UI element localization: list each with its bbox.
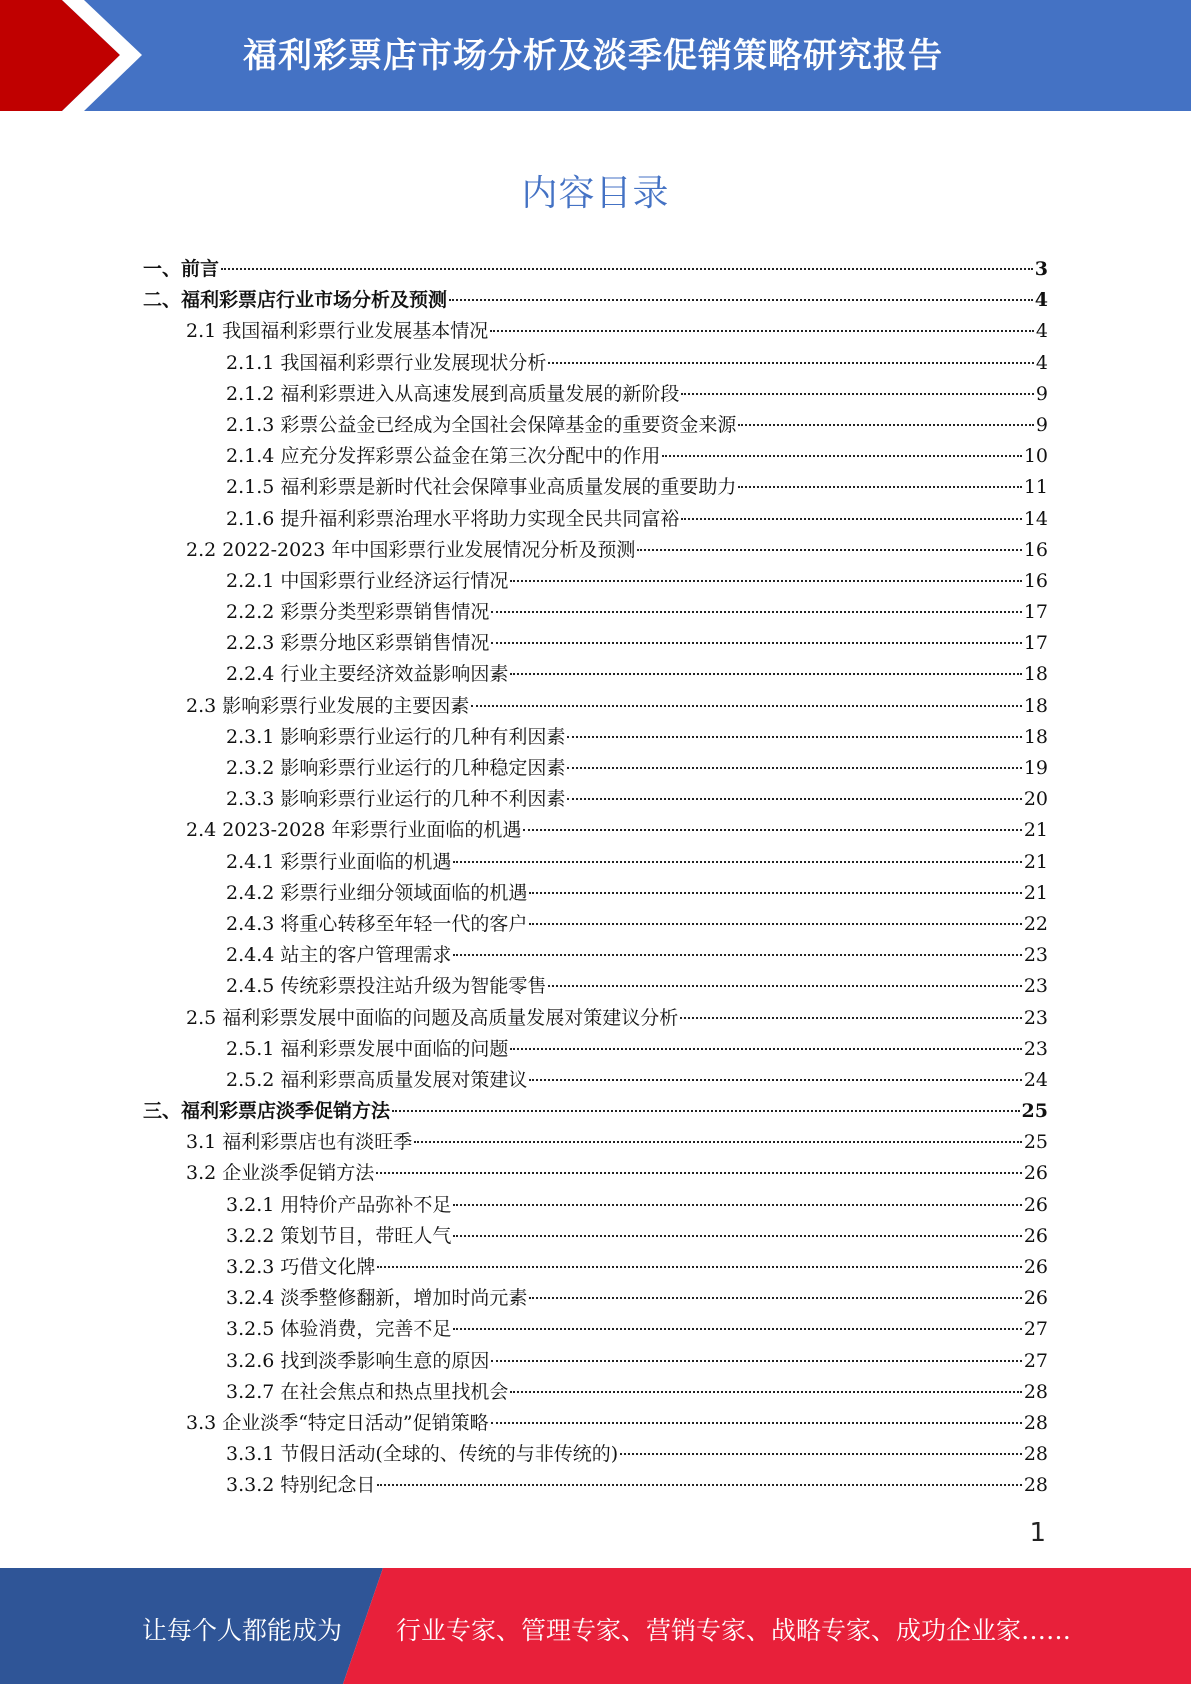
toc-entry[interactable] bbox=[143, 441, 1048, 472]
page-number: 1 bbox=[1029, 1518, 1046, 1548]
toc-entry-number: 2.3 bbox=[186, 694, 217, 717]
toc-entry-number: 2.4.4 bbox=[226, 944, 275, 967]
toc-entry-number: 3.1 bbox=[186, 1131, 217, 1154]
toc-dot-leader bbox=[453, 954, 1021, 956]
toc-entry[interactable] bbox=[143, 1439, 1048, 1470]
toc-entry-number: 3.3 bbox=[186, 1411, 217, 1434]
toc-entry[interactable] bbox=[143, 1252, 1048, 1283]
toc-entry-page: 19 bbox=[1023, 757, 1048, 779]
toc-dot-leader bbox=[738, 424, 1034, 426]
toc-entry-page: 10 bbox=[1023, 445, 1048, 468]
toc-entry[interactable] bbox=[143, 285, 1048, 316]
toc-entry-title: 应充分发挥彩票公益金在第三次分配中的作用 bbox=[280, 445, 661, 468]
toc-entry-page: 22 bbox=[1023, 912, 1048, 935]
toc-entry-page: 27 bbox=[1023, 1318, 1048, 1341]
toc-entry[interactable] bbox=[143, 1408, 1048, 1439]
toc-entry-title: 福利彩票发展中面临的问题及高质量发展对策建议分析 bbox=[222, 1006, 679, 1029]
toc-entry-number: 2.3.1 bbox=[226, 725, 275, 748]
toc-entry-title: 影响彩票行业运行的几种有利因素 bbox=[280, 725, 566, 748]
toc-entry-title: 福利彩票发展中面临的问题 bbox=[280, 1037, 509, 1060]
toc-entry-title: 福利彩票高质量发展对策建议 bbox=[280, 1068, 528, 1091]
toc-entry-title: 彩票行业细分领域面临的机遇 bbox=[280, 881, 528, 904]
toc-entry-title: 策划节目，带旺人气 bbox=[280, 1224, 452, 1247]
toc-entry[interactable] bbox=[143, 1190, 1048, 1221]
toc-dot-leader bbox=[491, 1360, 1021, 1362]
toc-entry-title: 行业主要经济效益影响因素 bbox=[280, 663, 509, 686]
toc-entry-title: 企业淡季“特定日活动”促销策略 bbox=[222, 1411, 489, 1434]
toc-entry[interactable] bbox=[143, 909, 1048, 940]
toc-dot-leader bbox=[523, 829, 1021, 831]
toc-entry-page: 16 bbox=[1023, 569, 1048, 592]
toc-entry-number: 2.1 bbox=[186, 320, 217, 343]
toc-dot-leader bbox=[453, 1235, 1021, 1237]
toc-entry[interactable] bbox=[143, 254, 1048, 285]
table-of-contents bbox=[143, 254, 1048, 1502]
toc-entry-number: 2.1.1 bbox=[226, 351, 275, 374]
toc-entry-title: 中国彩票行业经济运行情况 bbox=[280, 569, 509, 592]
toc-entry-number: 3.2.3 bbox=[226, 1256, 275, 1278]
toc-dot-leader bbox=[529, 1297, 1021, 1299]
toc-entry-title: 影响彩票行业运行的几种不利因素 bbox=[280, 788, 566, 811]
toc-entry-title: 彩票分地区彩票销售情况 bbox=[280, 632, 490, 655]
toc-entry-page: 24 bbox=[1023, 1068, 1048, 1091]
toc-entry-title: 福利彩票是新时代社会保障事业高质量发展的重要助力 bbox=[280, 476, 737, 499]
toc-entry-title: 找到淡季影响生意的原因 bbox=[280, 1349, 490, 1372]
toc-entry-title: 特别纪念日 bbox=[280, 1474, 376, 1497]
toc-dot-leader bbox=[637, 549, 1021, 551]
footer-slogan-right: 行业专家、管理专家、营销专家、战略专家、成功企业家…… bbox=[396, 1616, 1072, 1645]
toc-entry-title: 用特价产品弥补不足 bbox=[280, 1193, 452, 1216]
toc-entry-page: 4 bbox=[1035, 351, 1048, 374]
toc-dot-leader bbox=[510, 1391, 1021, 1393]
toc-entry-number: 3.2 bbox=[186, 1162, 217, 1185]
toc-entry-title: 2023-2028 年彩票行业面临的机遇 bbox=[222, 819, 522, 842]
toc-entry-number: 2.4.1 bbox=[226, 850, 275, 873]
toc-entry-title: 福利彩票进入从高速发展到高质量发展的新阶段 bbox=[280, 382, 680, 405]
toc-entry[interactable] bbox=[143, 1034, 1048, 1065]
toc-dot-leader bbox=[529, 923, 1021, 925]
toc-entry-number: 2.4.5 bbox=[226, 975, 275, 998]
toc-entry-page: 18 bbox=[1023, 663, 1048, 686]
toc-dot-leader bbox=[491, 611, 1021, 613]
toc-dot-leader bbox=[620, 1453, 1022, 1455]
toc-entry-page: 27 bbox=[1023, 1349, 1048, 1372]
toc-entry-title: 我国福利彩票行业发展现状分析 bbox=[280, 351, 547, 374]
toc-entry-number: 3.3.1 bbox=[226, 1443, 275, 1466]
toc-entry-page: 26 bbox=[1023, 1193, 1048, 1216]
toc-entry[interactable] bbox=[143, 659, 1048, 690]
toc-entry-page: 28 bbox=[1023, 1380, 1048, 1403]
toc-dot-leader bbox=[377, 1484, 1021, 1486]
toc-dot-leader bbox=[681, 518, 1021, 520]
toc-entry-title: 巧借文化牌 bbox=[280, 1256, 376, 1278]
toc-entry-number: 二、 bbox=[143, 289, 182, 312]
toc-entry[interactable] bbox=[143, 597, 1048, 628]
toc-dot-leader bbox=[453, 861, 1021, 863]
toc-entry[interactable] bbox=[143, 1096, 1048, 1127]
toc-entry-page: 4 bbox=[1034, 289, 1048, 312]
toc-entry-page: 17 bbox=[1023, 632, 1048, 655]
toc-entry-page: 16 bbox=[1023, 538, 1048, 561]
toc-entry[interactable] bbox=[143, 379, 1048, 410]
toc-entry-title: 我国福利彩票行业发展基本情况 bbox=[222, 320, 489, 343]
toc-entry-number: 3.2.5 bbox=[226, 1318, 275, 1341]
toc-entry[interactable] bbox=[143, 847, 1048, 878]
toc-entry[interactable] bbox=[143, 316, 1048, 347]
toc-entry-number: 2.1.2 bbox=[226, 382, 275, 405]
toc-entry[interactable] bbox=[143, 753, 1048, 784]
toc-entry-page: 26 bbox=[1023, 1224, 1048, 1247]
toc-dot-leader bbox=[510, 580, 1021, 582]
toc-dot-leader bbox=[567, 767, 1021, 769]
toc-dot-leader bbox=[567, 736, 1021, 738]
toc-entry-title: 将重心转移至年轻一代的客户 bbox=[280, 912, 528, 935]
toc-entry[interactable] bbox=[143, 1065, 1048, 1096]
toc-dot-leader bbox=[490, 330, 1034, 332]
toc-entry-title: 福利彩票店也有淡旺季 bbox=[222, 1131, 413, 1154]
toc-entry-number: 3.2.2 bbox=[226, 1224, 275, 1247]
toc-entry-page: 23 bbox=[1023, 975, 1048, 998]
toc-entry-page: 3 bbox=[1034, 258, 1048, 280]
toc-dot-leader bbox=[376, 1172, 1022, 1174]
toc-entry-title: 节假日活动(全球的、传统的与非传统的) bbox=[280, 1443, 619, 1466]
toc-entry[interactable] bbox=[143, 1158, 1048, 1189]
toc-entry[interactable] bbox=[143, 722, 1048, 753]
toc-entry-page: 23 bbox=[1023, 1037, 1048, 1060]
toc-entry[interactable] bbox=[143, 566, 1048, 597]
toc-entry[interactable] bbox=[143, 1003, 1048, 1034]
toc-entry-page: 4 bbox=[1035, 320, 1048, 343]
toc-dot-leader bbox=[510, 673, 1021, 675]
toc-entry-number: 3.2.4 bbox=[226, 1287, 275, 1310]
toc-entry-page: 9 bbox=[1035, 413, 1048, 436]
toc-entry-title: 2022-2023 年中国彩票行业发展情况分析及预测 bbox=[222, 538, 636, 561]
toc-entry-title: 前言 bbox=[181, 258, 220, 280]
toc-entry-title: 传统彩票投注站升级为智能零售 bbox=[280, 975, 547, 998]
toc-entry[interactable] bbox=[143, 472, 1048, 503]
toc-entry-number: 2.2 bbox=[186, 538, 217, 561]
toc-entry-page: 23 bbox=[1023, 944, 1048, 967]
toc-entry-number: 2.3.2 bbox=[226, 757, 275, 779]
toc-entry-title: 企业淡季促销方法 bbox=[222, 1162, 375, 1185]
toc-entry-number: 2.2.1 bbox=[226, 569, 275, 592]
toc-entry-number: 2.5.2 bbox=[226, 1068, 275, 1091]
toc-entry[interactable] bbox=[143, 940, 1048, 971]
toc-entry-page: 28 bbox=[1023, 1443, 1048, 1466]
toc-entry-number: 2.1.5 bbox=[226, 476, 275, 499]
toc-entry-number: 2.5.1 bbox=[226, 1037, 275, 1060]
toc-entry-title: 彩票公益金已经成为全国社会保障基金的重要资金来源 bbox=[280, 413, 737, 436]
toc-entry-number: 一、 bbox=[143, 258, 182, 280]
toc-entry-page: 21 bbox=[1023, 850, 1048, 873]
toc-entry-page: 26 bbox=[1023, 1162, 1048, 1185]
toc-entry[interactable] bbox=[143, 628, 1048, 659]
toc-dot-leader bbox=[510, 1048, 1021, 1050]
toc-entry[interactable] bbox=[143, 971, 1048, 1002]
toc-entry[interactable] bbox=[143, 1221, 1048, 1252]
toc-entry-page: 25 bbox=[1023, 1131, 1048, 1154]
toc-entry-title: 彩票行业面临的机遇 bbox=[280, 850, 452, 873]
toc-entry-title: 福利彩票店淡季促销方法 bbox=[181, 1100, 391, 1123]
toc-dot-leader bbox=[548, 985, 1021, 987]
toc-dot-leader bbox=[414, 1141, 1022, 1143]
toc-dot-leader bbox=[453, 1328, 1021, 1330]
toc-entry[interactable] bbox=[143, 691, 1048, 722]
toc-entry[interactable] bbox=[143, 1127, 1048, 1158]
toc-entry-title: 影响彩票行业运行的几种稳定因素 bbox=[280, 757, 566, 779]
toc-entry-number: 2.2.3 bbox=[226, 632, 275, 655]
toc-entry-page: 26 bbox=[1023, 1256, 1048, 1278]
toc-entry-number: 三、 bbox=[143, 1100, 182, 1123]
toc-entry-number: 3.2.1 bbox=[226, 1193, 275, 1216]
toc-dot-leader bbox=[377, 1266, 1021, 1268]
toc-entry[interactable] bbox=[143, 535, 1048, 566]
toc-entry-page: 28 bbox=[1023, 1474, 1048, 1497]
toc-entry-page: 14 bbox=[1023, 507, 1048, 530]
toc-entry-page: 25 bbox=[1021, 1100, 1048, 1123]
toc-entry-number: 2.2.4 bbox=[226, 663, 275, 686]
toc-entry-page: 11 bbox=[1023, 476, 1048, 499]
toc-entry[interactable] bbox=[143, 878, 1048, 909]
toc-dot-leader bbox=[681, 393, 1034, 395]
toc-entry-number: 2.4 bbox=[186, 819, 217, 842]
toc-entry-page: 18 bbox=[1023, 725, 1048, 748]
toc-entry-number: 2.1.4 bbox=[226, 445, 275, 468]
toc-entry-title: 在社会焦点和热点里找机会 bbox=[280, 1380, 509, 1403]
report-title: 福利彩票店市场分析及淡季促销策略研究报告 bbox=[243, 36, 943, 76]
toc-entry-title: 站主的客户管理需求 bbox=[280, 944, 452, 967]
toc-entry[interactable] bbox=[143, 1377, 1048, 1408]
toc-entry-title: 提升福利彩票治理水平将助力实现全民共同富裕 bbox=[280, 507, 680, 530]
toc-entry-number: 3.2.6 bbox=[226, 1349, 275, 1372]
toc-dot-leader bbox=[471, 705, 1022, 707]
toc-dot-leader bbox=[221, 268, 1033, 270]
toc-entry-number: 2.5 bbox=[186, 1006, 217, 1029]
toc-entry-page: 20 bbox=[1023, 788, 1048, 811]
toc-dot-leader bbox=[491, 1422, 1022, 1424]
footer-slogan-left: 让每个人都能成为 bbox=[142, 1616, 343, 1645]
toc-entry-title: 福利彩票店行业市场分析及预测 bbox=[181, 289, 448, 312]
toc-heading: 内容目录 bbox=[521, 173, 670, 214]
toc-entry-title: 彩票分类型彩票销售情况 bbox=[280, 601, 490, 624]
toc-entry[interactable] bbox=[143, 1470, 1048, 1501]
toc-entry[interactable] bbox=[143, 410, 1048, 441]
toc-entry-title: 淡季整修翻新，增加时尚元素 bbox=[280, 1287, 528, 1310]
header-banner bbox=[0, 0, 1191, 111]
toc-entry[interactable] bbox=[143, 1346, 1048, 1377]
toc-dot-leader bbox=[529, 1079, 1021, 1081]
toc-entry[interactable] bbox=[143, 348, 1048, 379]
toc-entry-number: 3.3.2 bbox=[226, 1474, 275, 1497]
toc-entry-number: 2.4.3 bbox=[226, 912, 275, 935]
toc-entry[interactable] bbox=[143, 784, 1048, 815]
toc-entry-page: 26 bbox=[1023, 1287, 1048, 1310]
toc-dot-leader bbox=[567, 798, 1021, 800]
toc-dot-leader bbox=[392, 1110, 1020, 1112]
toc-dot-leader bbox=[529, 892, 1021, 894]
footer-banner bbox=[0, 1568, 1191, 1684]
toc-entry-page: 18 bbox=[1023, 694, 1048, 717]
toc-entry-page: 9 bbox=[1035, 382, 1048, 405]
toc-entry[interactable] bbox=[143, 1283, 1048, 1314]
toc-entry[interactable] bbox=[143, 504, 1048, 535]
toc-dot-leader bbox=[738, 486, 1021, 488]
toc-entry-title: 体验消费，完善不足 bbox=[280, 1318, 452, 1341]
toc-entry-page: 17 bbox=[1023, 601, 1048, 624]
toc-entry-number: 3.2.7 bbox=[226, 1380, 275, 1403]
toc-dot-leader bbox=[453, 1204, 1021, 1206]
toc-entry-number: 2.2.2 bbox=[226, 601, 275, 624]
toc-dot-leader bbox=[680, 1017, 1022, 1019]
toc-dot-leader bbox=[449, 299, 1033, 301]
toc-dot-leader bbox=[662, 455, 1021, 457]
toc-entry-number: 2.3.3 bbox=[226, 788, 275, 811]
toc-entry-number: 2.1.3 bbox=[226, 413, 275, 436]
toc-entry[interactable] bbox=[143, 815, 1048, 846]
toc-entry-page: 21 bbox=[1023, 819, 1048, 842]
toc-entry-page: 23 bbox=[1023, 1006, 1048, 1029]
toc-entry-number: 2.4.2 bbox=[226, 881, 275, 904]
toc-dot-leader bbox=[491, 642, 1021, 644]
toc-dot-leader bbox=[548, 362, 1034, 364]
toc-entry[interactable] bbox=[143, 1314, 1048, 1345]
toc-entry-title: 影响彩票行业发展的主要因素 bbox=[222, 694, 470, 717]
toc-entry-number: 2.1.6 bbox=[226, 507, 275, 530]
toc-entry-page: 28 bbox=[1023, 1411, 1048, 1434]
toc-entry-page: 21 bbox=[1023, 881, 1048, 904]
